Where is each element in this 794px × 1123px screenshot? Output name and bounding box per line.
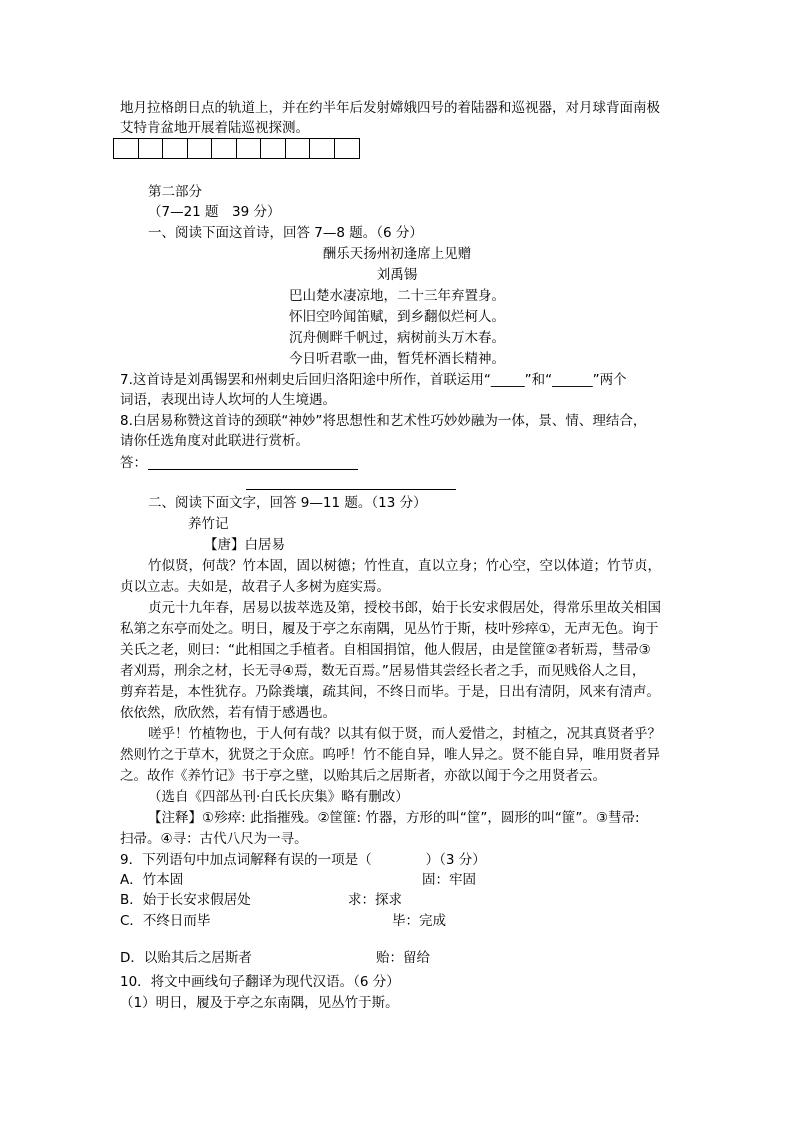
question-10: 10．将文中画线句子翻译为现代汉语。（6 分） [120, 974, 400, 990]
passage-line: 关氏之老，则曰：“此相国之手植者。自相国捐馆，他人假居，由是筐篚②者斩焉，彗帚③ [120, 642, 651, 658]
text-author: 【唐】白居易 [204, 537, 285, 553]
option-a-meaning: 固：牢固 [422, 872, 476, 888]
passage-line: 依依然，欣欣然，若有情于感遇也。 [120, 705, 336, 721]
passage-line: 剪弃若是，本性犹存。乃除粪壤，疏其间，不终日而毕。于是，日出有清阴，风来有清声。 [120, 684, 660, 700]
passage-line: 贞元十九年春，居易以拔萃选及第，授校书郎，始于长安求假居处，得常乐里故关相国 [148, 600, 661, 616]
answer-label: 答： [120, 455, 147, 471]
passage-line: 贞以立志。夫如是，故君子人多树为庭实焉。 [120, 579, 390, 595]
answer-line[interactable] [246, 489, 456, 490]
text-title: 养竹记 [188, 516, 229, 532]
grid-cell[interactable] [310, 139, 335, 158]
grid-cell[interactable] [114, 139, 139, 158]
passage-line: 嗟乎！竹植物也，于人何有哉？以其有似于贤，而人爱惜之，封植之，况其真贤者乎？ [148, 726, 661, 742]
option-a: A．竹本固 [120, 872, 184, 888]
passage-line: 然则竹之于草木，犹贤之于众庶。呜呼！竹不能自异，唯人异之。贤不能自异，唯用贤者异 [120, 747, 660, 763]
option-b: B．始于长安求假居处 [120, 892, 251, 908]
passage-line: 者刈焉，刑余之材，长无寻④焉，数无百焉。”居易惜其尝经长者之手，而见贱俗人之目， [120, 663, 646, 679]
part-score: （7—21 题 39 分） [148, 204, 281, 220]
grid-cell[interactable] [261, 139, 286, 158]
answer-line[interactable] [148, 469, 358, 470]
answer-grid[interactable] [113, 138, 360, 159]
passage-line: 竹似贤，何哉？竹本固，固以树德；竹性直，直以立身；竹心空，空以体道；竹节贞， [148, 558, 661, 574]
grid-cell[interactable] [163, 139, 188, 158]
question-8-cont: 请你任选角度对此联进行赏析。 [120, 433, 309, 449]
passage-line: 之。故作《养竹记》书于亭之壁，以贻其后之居斯者，亦欲以闻于今之用贤者云。 [120, 768, 606, 784]
grid-cell[interactable] [237, 139, 262, 158]
annotation-cont: 扫帚。④寻：古代八尺为一寻。 [120, 831, 308, 847]
question-10-1: （1）明日，履及于亭之东南隅，见丛竹于斯。 [120, 995, 399, 1011]
grid-cell[interactable] [139, 139, 164, 158]
option-d-meaning: 贻：留给 [376, 950, 430, 966]
question-7: 7.这首诗是刘禹锡罢和州刺史后回归洛阳途中所作，首联运用“_____”和“______”两个 [120, 372, 627, 388]
grid-cell[interactable] [335, 139, 360, 158]
option-c: C．不终日而毕 [120, 913, 211, 929]
poem-title: 酬乐天扬州初逢席上见赠 [322, 246, 472, 262]
question-9: 9．下列语句中加点词解释有误的一项是（ ）（3 分） [120, 852, 486, 868]
grid-cell[interactable] [188, 139, 213, 158]
poem-author: 刘禹锡 [376, 267, 418, 283]
option-d: D．以贻其后之居斯者 [120, 950, 252, 966]
part-title: 第二部分 [148, 184, 202, 200]
poem-line: 怀旧空吟闻笛赋，到乡翻似烂柯人。 [289, 309, 505, 325]
poem-line: 沉舟侧畔千帆过，病树前头万木春。 [289, 330, 505, 346]
grid-cell[interactable] [286, 139, 311, 158]
body-text-line: 艾特肯盆地开展着陆巡视探测。 [120, 120, 309, 136]
annotation: 【注释】①殄瘁: 此指摧残。②筐篚: 竹器，方形的叫“筐”，圆形的叫“篚”。③彗帚: [148, 810, 640, 826]
question-7-cont: 词语，表现出诗人坎坷的人生境遇。 [120, 392, 336, 408]
question-8: 8.白居易称赞这首诗的颈联“神妙”将思想性和艺术性巧妙妙融为一体，景、情、理结合， [120, 413, 647, 429]
section-instruction: 二、阅读下面文字，回答 9—11 题。（13 分） [148, 495, 427, 511]
poem-line: 巴山楚水凄凉地，二十三年弃置身。 [289, 288, 505, 304]
section-instruction: 一、阅读下面这首诗，回答 7—8 题。（6 分） [148, 225, 423, 241]
grid-cell[interactable] [212, 139, 237, 158]
poem-line: 今日听君歌一曲，暂凭杯酒长精神。 [289, 351, 505, 367]
option-b-meaning: 求：探求 [348, 892, 402, 908]
option-c-meaning: 毕：完成 [392, 913, 446, 929]
passage-line: 私第之东亭而处之。明日，履及于亭之东南隅，见丛竹于斯，枝叶殄瘁①，无声无色。询于 [120, 621, 659, 637]
source-note: （选自《四部丛刊·白氏长庆集》略有删改） [148, 789, 409, 805]
body-text-line: 地月拉格朗日点的轨道上，并在约半年后发射嫦娥四号的着陆器和巡视器，对月球背面南极 [120, 100, 660, 116]
